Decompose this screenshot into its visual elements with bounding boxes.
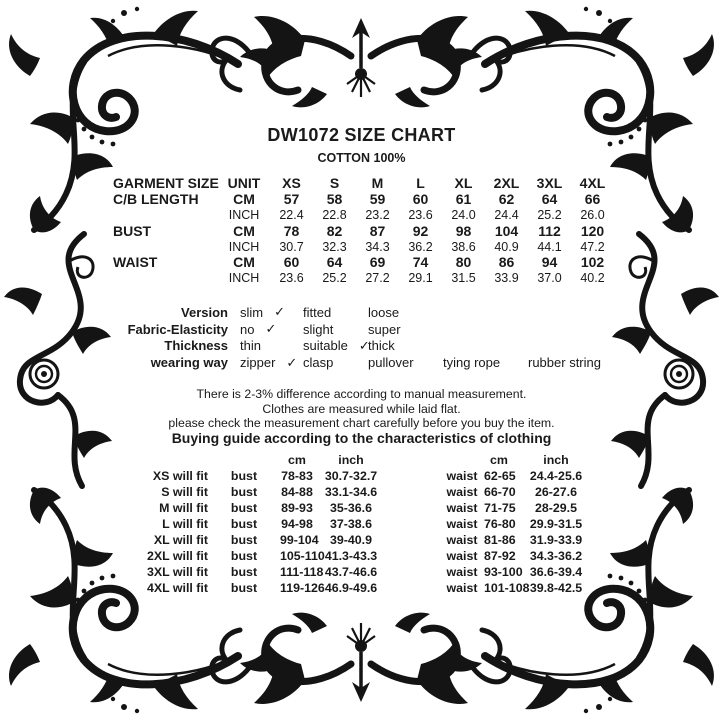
guide-row xyxy=(146,516,388,532)
note-line: Clothes are measured while laid flat. xyxy=(262,401,461,416)
value-cell: 66 xyxy=(584,190,601,207)
value-cell: 26.0 xyxy=(580,207,605,222)
guide-cm-value: 101-108 xyxy=(484,581,530,595)
guide-measure-label: waist xyxy=(446,501,478,515)
guide-row xyxy=(440,580,598,596)
guide-measure-label: bust xyxy=(230,469,258,483)
value-cell: 87 xyxy=(369,222,386,239)
guide-row xyxy=(146,580,388,596)
note-line: please check the measurement chart carefully before you buy the item. xyxy=(168,416,555,431)
guide-inch-value: 35-36.6 xyxy=(329,501,373,515)
guide-inch-value: 39.8-42.5 xyxy=(529,581,583,595)
guide-size-label: XS will fit xyxy=(152,469,208,483)
guide-header-row xyxy=(440,452,598,468)
guide-cm-value: 78-83 xyxy=(281,469,313,483)
guide-inch-value: 37-38.6 xyxy=(329,517,373,531)
value-cell: 38.6 xyxy=(451,239,476,254)
value-cell: 29.1 xyxy=(408,271,433,286)
guide-inch-value: 46.9-49.6 xyxy=(324,581,378,595)
guide-size-label: 2XL will fit xyxy=(146,549,208,563)
guide-size-label: XL will fit xyxy=(153,533,208,547)
attribute-option xyxy=(303,355,368,370)
size-table-header-cell: XL xyxy=(454,174,473,191)
guide-measure-label: bust xyxy=(230,549,258,563)
guide-cm-value: 81-86 xyxy=(484,533,516,547)
guide-row xyxy=(440,468,598,484)
guide-measure-label: bust xyxy=(230,485,258,499)
option-text: zipper xyxy=(240,355,276,371)
size-table xyxy=(113,175,614,286)
guide-cm-value: 62-65 xyxy=(484,469,516,483)
checkmark-icon: ✓ xyxy=(286,354,298,370)
guide-measure-label: bust xyxy=(230,565,258,579)
value-cell: 80 xyxy=(455,254,472,271)
size-table-row xyxy=(113,239,614,255)
guide-col-header: cm xyxy=(490,453,508,467)
guide-col-header: inch xyxy=(543,453,569,467)
value-cell: 58 xyxy=(326,190,343,207)
option-text: no xyxy=(240,321,255,337)
attribute-label: Fabric-Elasticity xyxy=(127,321,228,337)
guide-row xyxy=(146,484,388,500)
value-cell: 64 xyxy=(541,190,558,207)
unit-cell: INCH xyxy=(228,271,260,286)
guide-row xyxy=(440,532,598,548)
row-label: BUST xyxy=(113,222,152,239)
size-table-header-cell: UNIT xyxy=(227,174,261,191)
value-cell: 22.8 xyxy=(322,207,347,222)
waist-guide-table xyxy=(440,452,598,596)
guide-inch-value: 41.3-43.3 xyxy=(324,549,378,563)
value-cell: 33.9 xyxy=(494,271,519,286)
guide-row xyxy=(440,500,598,516)
attribute-option xyxy=(368,355,443,370)
attribute-option xyxy=(303,305,368,320)
value-cell: 32.3 xyxy=(322,239,347,254)
guide-cm-value: 111-118 xyxy=(280,565,324,579)
value-cell: 30.7 xyxy=(279,239,304,254)
attribute-option xyxy=(240,321,303,337)
unit-cell: INCH xyxy=(228,239,260,254)
attribute-row xyxy=(113,354,623,371)
value-cell: 47.2 xyxy=(580,239,605,254)
size-table-body xyxy=(113,191,614,286)
guide-inch-value: 28-29.5 xyxy=(534,501,578,515)
guide-cm-value: 84-88 xyxy=(281,485,313,499)
guide-size-label: 4XL will fit xyxy=(146,581,208,595)
guide-size-label: 3XL will fit xyxy=(146,565,208,579)
value-cell: 112 xyxy=(538,222,561,239)
value-cell: 104 xyxy=(494,222,519,239)
size-table-header-cell: GARMENT SIZE xyxy=(113,174,219,191)
guide-measure-label: waist xyxy=(446,485,478,499)
size-table-row xyxy=(113,223,614,239)
value-cell: 94 xyxy=(541,254,558,271)
guide-cm-value: 99-104 xyxy=(280,533,319,547)
attribute-option xyxy=(303,338,368,354)
attribute-option xyxy=(240,304,303,320)
guide-col-header: inch xyxy=(338,453,364,467)
attribute-row xyxy=(113,321,623,338)
attribute-option xyxy=(368,322,443,337)
value-cell: 69 xyxy=(369,254,386,271)
value-cell: 59 xyxy=(369,190,386,207)
attribute-label: Thickness xyxy=(164,338,228,354)
value-cell: 78 xyxy=(283,222,300,239)
option-text: fitted xyxy=(303,304,332,320)
option-text: super xyxy=(368,321,401,337)
option-text: loose xyxy=(368,304,400,320)
guide-inch-value: 29.9-31.5 xyxy=(529,517,583,531)
guide-cm-value: 66-70 xyxy=(484,485,516,499)
guide-col-header: cm xyxy=(288,453,306,467)
size-table-row xyxy=(113,270,614,286)
unit-cell: INCH xyxy=(228,207,260,222)
guide-measure-label: waist xyxy=(446,581,478,595)
guide-measure-label: bust xyxy=(230,581,258,595)
value-cell: 92 xyxy=(412,222,429,239)
value-cell: 86 xyxy=(498,254,515,271)
attribute-option xyxy=(443,355,528,370)
guide-cm-value: 71-75 xyxy=(484,501,516,515)
guide-row xyxy=(146,532,388,548)
value-cell: 23.6 xyxy=(408,207,433,222)
attribute-option xyxy=(240,355,303,371)
guide-measure-label: waist xyxy=(446,549,478,563)
attribute-label: wearing way xyxy=(150,355,228,371)
guide-inch-value: 30.7-32.7 xyxy=(324,469,378,483)
unit-cell: CM xyxy=(233,190,255,207)
note-line: There is 2-3% difference according to manual measurement. xyxy=(196,387,527,401)
size-table-header-cell: 2XL xyxy=(493,174,520,191)
checkmark-icon: ✓ xyxy=(358,337,370,353)
guide-cm-value: 93-100 xyxy=(484,565,523,579)
size-table-header xyxy=(113,175,614,191)
value-cell: 82 xyxy=(326,222,343,239)
guide-measure-label: bust xyxy=(230,533,258,547)
value-cell: 102 xyxy=(580,254,605,271)
attributes-section xyxy=(113,304,623,371)
guide-measure-label: bust xyxy=(230,517,258,531)
page-title: DW1072 SIZE CHART xyxy=(267,125,456,145)
fabric-composition: COTTON 100% xyxy=(317,151,406,165)
guide-size-label: S will fit xyxy=(161,485,208,499)
guide-size-label: L will fit xyxy=(162,517,208,531)
guide-measure-label: waist xyxy=(446,565,478,579)
bust-guide-table xyxy=(146,452,388,596)
value-cell: 61 xyxy=(455,190,472,207)
attribute-label: Version xyxy=(181,304,228,320)
size-table-header-cell: XS xyxy=(282,174,301,191)
guide-measure-label: waist xyxy=(446,469,478,483)
value-cell: 40.9 xyxy=(494,239,519,254)
guide-cm-value: 87-92 xyxy=(484,549,516,563)
guide-row xyxy=(146,564,388,580)
attribute-row xyxy=(113,338,623,355)
guide-cm-value: 119-126 xyxy=(280,581,325,595)
value-cell: 31.5 xyxy=(451,271,476,286)
guide-size-label: M will fit xyxy=(159,501,208,515)
measurement-notes xyxy=(0,387,723,431)
value-cell: 57 xyxy=(283,190,300,207)
guide-row xyxy=(146,548,388,564)
value-cell: 22.4 xyxy=(279,207,304,222)
option-text: thick xyxy=(368,338,395,354)
unit-cell: CM xyxy=(233,222,255,239)
guide-inch-value: 33.1-34.6 xyxy=(324,485,378,499)
value-cell: 60 xyxy=(283,254,300,271)
size-table-header-cell: L xyxy=(416,174,425,191)
value-cell: 120 xyxy=(580,222,605,239)
guide-cm-value: 89-93 xyxy=(281,501,313,515)
guide-cm-value: 105-110 xyxy=(280,549,325,563)
checkmark-icon: ✓ xyxy=(265,321,277,337)
size-table-row xyxy=(113,254,614,270)
guide-measure-label: waist xyxy=(446,533,478,547)
guide-row xyxy=(440,564,598,580)
attribute-option xyxy=(240,338,303,353)
option-text: tying rope xyxy=(443,355,501,371)
checkmark-icon: ✓ xyxy=(274,304,286,320)
guide-inch-value: 24.4-25.6 xyxy=(529,469,583,483)
attribute-option xyxy=(368,338,443,353)
buying-guide-heading: Buying guide according to the characteristics of clothing xyxy=(171,430,552,446)
option-text: pullover xyxy=(368,355,414,371)
attribute-row xyxy=(113,304,623,321)
option-text: suitable xyxy=(303,338,348,354)
guide-inch-value: 26-27.6 xyxy=(534,485,578,499)
guide-row xyxy=(146,468,388,484)
attribute-option xyxy=(368,305,443,320)
option-text: thin xyxy=(240,338,261,354)
row-label: WAIST xyxy=(113,254,158,271)
guide-measure-label: waist xyxy=(446,517,478,531)
guide-inch-value: 39-40.9 xyxy=(329,533,373,547)
attribute-option xyxy=(528,355,623,370)
guide-inch-value: 36.6-39.4 xyxy=(529,565,583,579)
value-cell: 64 xyxy=(326,254,343,271)
guide-measure-label: bust xyxy=(230,501,258,515)
value-cell: 24.0 xyxy=(451,207,476,222)
guide-row xyxy=(146,500,388,516)
guide-row xyxy=(440,516,598,532)
guide-inch-value: 34.3-36.2 xyxy=(529,549,583,563)
value-cell: 98 xyxy=(455,222,472,239)
value-cell: 60 xyxy=(412,190,429,207)
option-text: rubber string xyxy=(528,355,601,371)
size-table-row xyxy=(113,191,614,207)
guide-cm-value: 94-98 xyxy=(281,517,313,531)
value-cell: 23.2 xyxy=(365,207,390,222)
attribute-option xyxy=(303,322,368,337)
value-cell: 74 xyxy=(412,254,429,271)
size-table-header-cell: 4XL xyxy=(579,174,606,191)
value-cell: 34.3 xyxy=(365,239,390,254)
guide-row xyxy=(440,548,598,564)
value-cell: 27.2 xyxy=(365,271,390,286)
value-cell: 44.1 xyxy=(537,239,562,254)
guide-row xyxy=(440,484,598,500)
guide-header-row xyxy=(146,452,388,468)
value-cell: 25.2 xyxy=(537,207,562,222)
option-text: slim xyxy=(240,304,264,320)
value-cell: 62 xyxy=(498,190,515,207)
option-text: slight xyxy=(303,321,334,337)
guide-inch-value: 43.7-46.6 xyxy=(324,565,378,579)
size-table-header-cell: M xyxy=(371,174,384,191)
value-cell: 37.0 xyxy=(537,271,562,286)
row-label: C/B LENGTH xyxy=(113,190,199,207)
value-cell: 40.2 xyxy=(580,271,605,286)
unit-cell: CM xyxy=(233,254,255,271)
size-table-row xyxy=(113,207,614,223)
size-table-header-cell: 3XL xyxy=(536,174,563,191)
option-text: clasp xyxy=(303,355,334,371)
size-table-header-cell: S xyxy=(329,174,340,191)
value-cell: 36.2 xyxy=(408,239,433,254)
guide-cm-value: 76-80 xyxy=(484,517,516,531)
guide-inch-value: 31.9-33.9 xyxy=(529,533,583,547)
value-cell: 23.6 xyxy=(279,271,304,286)
value-cell: 25.2 xyxy=(322,271,347,286)
value-cell: 24.4 xyxy=(494,207,519,222)
